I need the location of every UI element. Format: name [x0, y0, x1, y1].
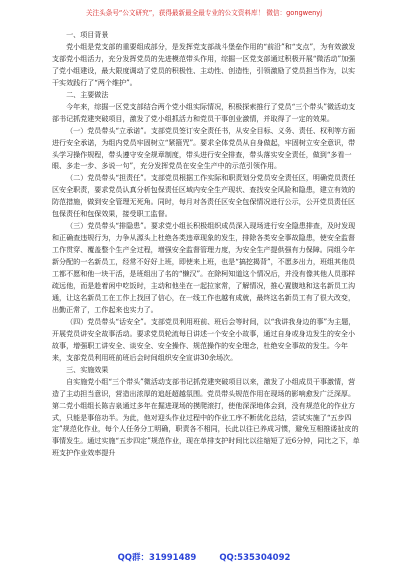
body-paragraph: （一）党员带头“立承诺”。支部党员签订安全责任书，从安全目标、义务、责任、权利等方面进行安全承诺，为组内党员牢固树立“紧箍咒”。要求全体党员从自身做起，牢固树立安全意识，带头学习操作规程，带头遵守安全规章制度，带头进行安全排查，带头落实安全责任，做到“多看一眼、多走一步、多说一句”，充分发挥党员在安全生产中的示范引领作用。: [52, 125, 356, 171]
document-body: [52, 29, 362, 459]
promo-banner: 关注头条号“公文研究”，获得最新最全最专业的公文资料库！ 微信：gongwenyj: [85, 9, 323, 17]
body-paragraph: （四）党员带头“话安全”。支部党员利用班前、班后会等时间，以“我讲我身边的事”为主题，开展党员讲安全故事活动。要求党员轮流每日讲述一个安全小故事，通过自身或身边发生的安全小故事，增强职工讲安全、谈安全、安全操作、规范操作的安全理念，杜绝安全事故的发生。今年来，支部党员利用班前班后会时间组织安全宣讲30余场次。: [52, 316, 356, 362]
qq-group: QQ群：31991489: [117, 553, 197, 563]
footer-contacts: [0, 551, 408, 563]
section-heading: 二、主要做法: [66, 89, 109, 99]
body-paragraph: 今年来，综掘一区党支部结合两个党小组实际情况，积极探索推行了党员“三个带头”微活动支部书记抓党建突破项目，激发了党小组抓活力和党员干事创业激情，并取得了一定的效果。: [52, 101, 356, 123]
body-paragraph: （二）党员带头“担责任”。支部党员根据工作实际和职责划分党员安全责任区，明确党员责任区安全职责，要求党员认真分析包保责任区域内安全生产现状、查找安全风险和隐患，建立有效的防范措施，做到安全管理无死角。同时，每月对各责任区安全包保情况进行公示，公开党员责任区包保责任和包保效果，接受职工监督。: [52, 173, 356, 219]
qq-number: QQ:535304092: [219, 553, 291, 563]
body-paragraph: 党小组是党支部的重要组成部分，是发挥党支部战斗堡垒作用的“前沿”和“支点”，为有效激发支部党小组活力，充分发挥党员的先进模范带头作用，综掘一区党支部通过积极开展“微活动”加强了党小组建设，最大限度调动了党员的积极性、主动性、创造性，引领激励了党员担当作为，以实干实效践行了“两个维护”。: [52, 41, 356, 87]
section-heading: 一、项目背景: [66, 30, 109, 39]
section-heading: 三、实施效果: [66, 364, 109, 374]
body-paragraph: （三）党员带头“排隐患”。要求党小组长积极组织成员深入现场进行安全隐患排查，及时发现和正确查违规行为，力争从源头上杜绝各类违章现象的发生，排除各类安全事故隐患，使安全监督工作贯穿、覆盖整个生产全过程，增强安全监督管理力度，为安全生产提供强有力保障。同组今年新分配的一名新员工，经常不好好上班，即使来上班，也是“搞挖揭背”，不愿多出力，班组其他员工都不愿和他一块干活，是班组出了名的“懒汉”。在除柯知道这个情况后，并没有像其他人员那样疏远他，而是趁着闲中吃饭时，主动和他坐在一起拉家常，了解情况，推心置腹地和这名新员工沟通，让这名新员工在工作上找回了信心，在一线工作也越有成就，最终这名新员工有了很大改变，出勤正常了，工作起来也实力了。: [52, 221, 356, 314]
body-paragraph: 自实施党小组“三个带头”微活动支部书记抓党建突破项目以来，激发了小组成员干事激情，营造了主动担当意识，营造出浓厚的追赶超越氛围。党员带头规范作用在现场的影响愈发广泛深厚。第二党小组组长陈吉泉通过多年在掘进现场的摸爬滚打，使他深深地体会到，没有规范化的作业方式，只能是事倍功半。为此，他对迎头作业过程中的作业工序不断优化总结，尝试实施了“五步四定”规范化作业，每个人任务分工明确，职责各不相同，长此以往已养成习惯，避免互相推诿扯皮的事情发生。通过实施“五步四定”规范作业，现在单排支护时间比以往缩短了近6分钟，同比之下，单班支护作业效率提升: [52, 376, 360, 458]
